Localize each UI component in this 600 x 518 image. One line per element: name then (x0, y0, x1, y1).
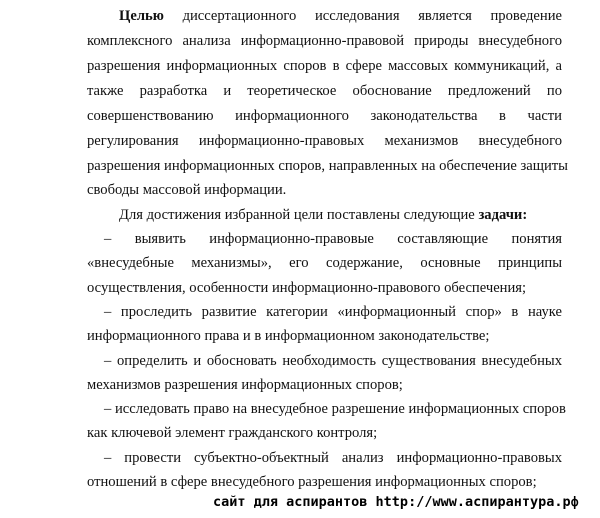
goal-first-line (119, 6, 562, 26)
task-line: механизмов разрешения информационных споров; (87, 377, 403, 393)
task-line: информационного права и в информационном законодательстве; (87, 328, 490, 344)
tasks-intro-text: Для достижения избранной цели поставлены следующие (119, 207, 475, 223)
goal-line: комплексного анализа информационно-правовой природы внесудебного (87, 33, 562, 49)
tasks-intro (119, 205, 562, 225)
task-line: – выявить информационно-правовые составляющие понятия (104, 231, 562, 247)
goal-line: регулирования информационно-правовых механизмов внесудебного (87, 133, 562, 149)
goal-first-line-text: диссертационного исследования является проведение (182, 8, 562, 24)
task-line: – проследить развитие категории «информационный спор» в науке (104, 304, 562, 320)
task-line: – исследовать право на внесудебное разрешение информационных споров (104, 401, 566, 417)
goal-lead-word: Целью (119, 8, 164, 24)
goal-line: разрешения информационных споров, направленных на обеспечение защиты (87, 158, 568, 174)
goal-line: разрешения информационных споров в сфере массовых коммуникаций, а (87, 58, 562, 74)
task-line: – провести субъектно-объектный анализ информационно-правовых (104, 450, 562, 466)
task-line: как ключевой элемент гражданского контроля; (87, 425, 378, 441)
goal-line: также разработка и теоретическое обоснование предложений по (87, 83, 562, 99)
task-line: «внесудебные механизмы», его содержание, основные принципы (87, 255, 562, 271)
tasks-heading-word: задачи: (478, 207, 528, 223)
task-line: – определить и обосновать необходимость существования внесудебных (104, 353, 562, 369)
site-watermark: сайт для аспирантов http://www.аспирантура.рф (213, 494, 579, 510)
goal-line: совершенствованию информационного законодательства в части (87, 108, 562, 124)
task-line: осуществления, особенности информационно-правового обеспечения; (87, 280, 527, 296)
task-line: отношений в сфере внесудебного разрешения информационных споров; (87, 474, 537, 490)
goal-line: свободы массовой информации. (87, 182, 287, 198)
